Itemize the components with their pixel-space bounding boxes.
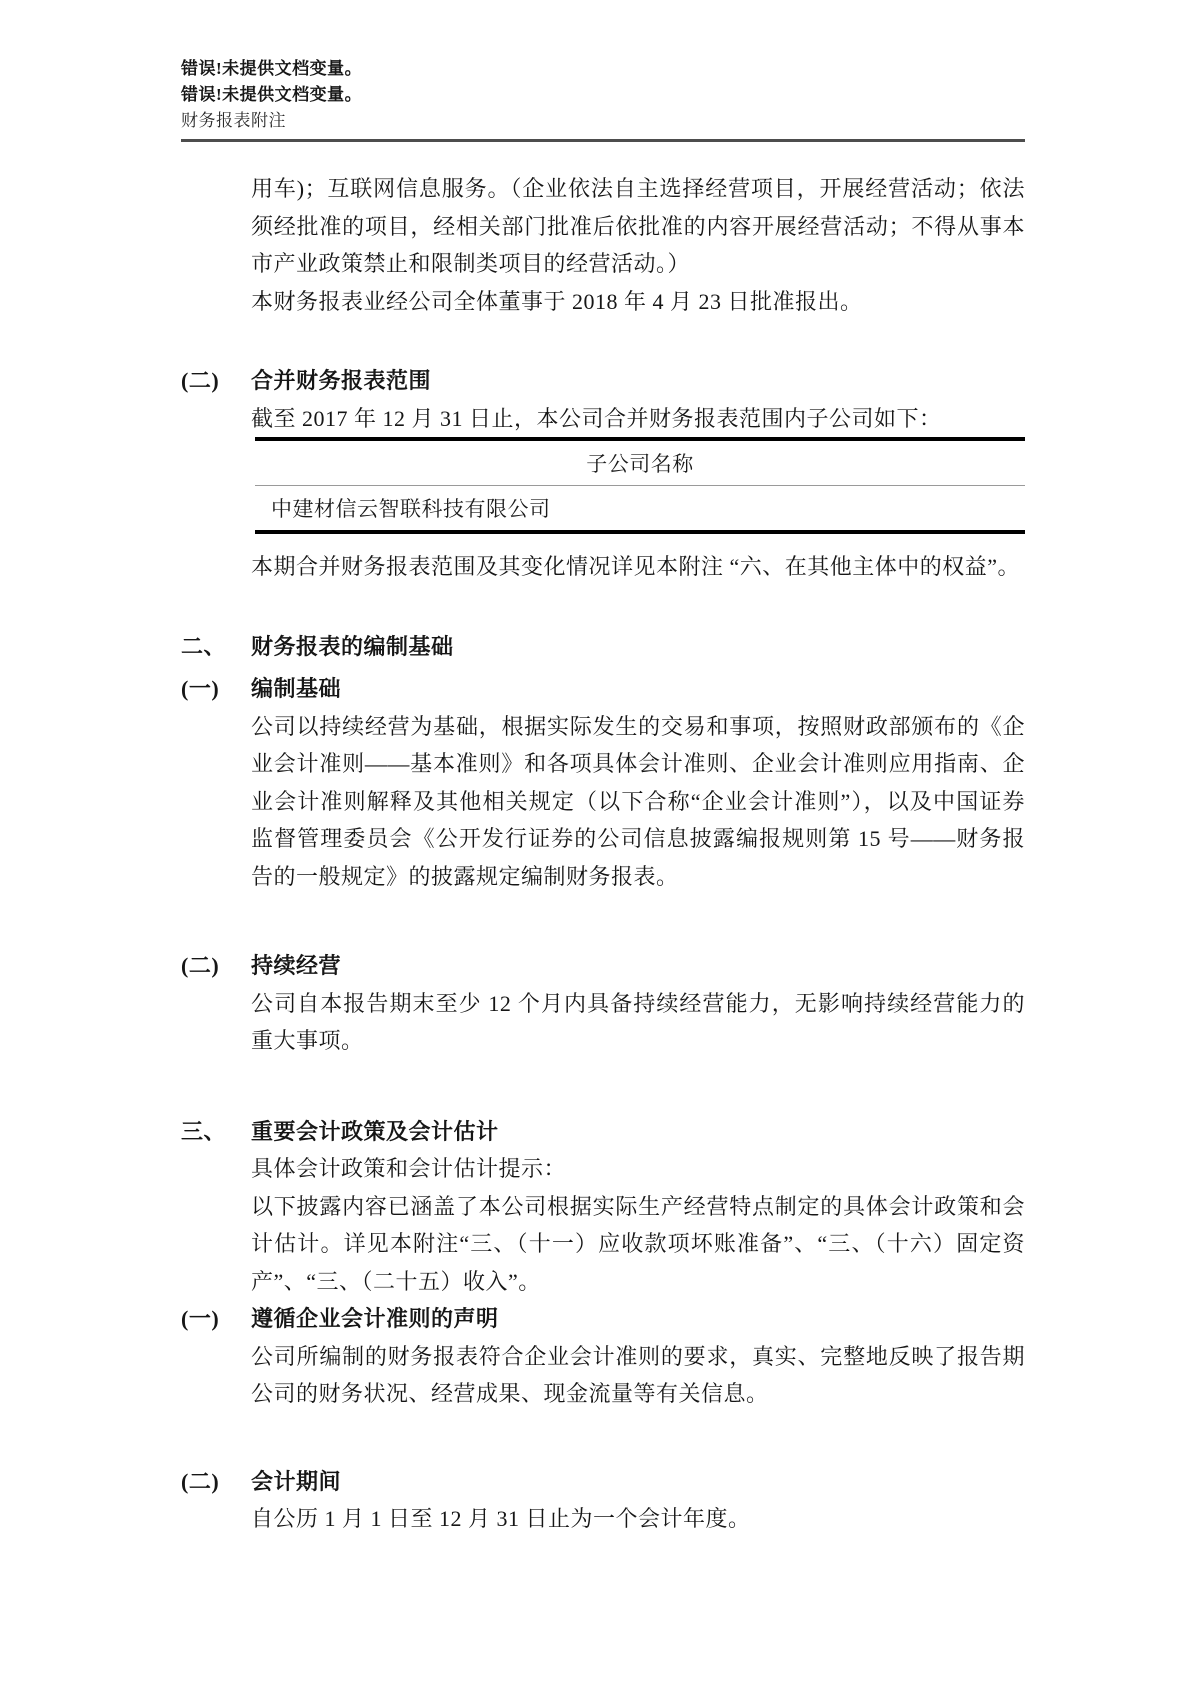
subsidiary-table <box>255 437 1025 534</box>
heading-title: 会计期间 <box>251 1468 342 1494</box>
section-preparation-basis <box>181 628 1025 1060</box>
paragraph-report-approval: 本财务报表业经公司全体董事于 2018 年 4 月 23 日批准报出。 <box>251 288 863 314</box>
heading-title: 持续经营 <box>251 953 342 978</box>
heading-compliance-statement <box>181 1300 1025 1338</box>
section-business-scope-continuation <box>181 170 1025 320</box>
heading-title: 编制基础 <box>251 676 342 701</box>
paragraph-policy-coverage: 以下披露内容已涵盖了本公司根据实际生产经营特点制定的具体会计政策和会计估计。详见本附注“三、（十一）应收款项坏账准备”、“三、（十六）固定资产”、“三、（二十五）收入”。 <box>251 1193 1025 1294</box>
table-cell-subsidiary-name: 中建材信云智联科技有限公司 <box>271 497 551 521</box>
heading-number: 三、 <box>181 1118 227 1144</box>
heading-number: (一) <box>181 676 220 701</box>
paragraph-basis-of-preparation: 公司以持续经营为基础，根据实际发生的交易和事项，按照财政部颁布的《企业会计准则——基本准则》和各项具体会计准则、企业会计准则应用指南、企业会计准则解释及其他相关规定（以下合称“企业会计准则”），以及中国证券监督管理委员会《公开发行证券的公司信息披露编报规则第 15 号——财务报告的一般规定》的披露规定编制财务报表。 <box>251 713 1025 889</box>
heading-number: (二) <box>181 953 220 978</box>
table-header-cell-subsidiary-name: 子公司名称 <box>255 439 1025 486</box>
header-section-label: 财务报表附注 <box>181 111 286 130</box>
heading-consolidation-scope <box>181 362 1025 400</box>
heading-title: 财务报表的编制基础 <box>251 633 454 659</box>
document-body <box>0 142 1200 1538</box>
paragraph-going-concern: 公司自本报告期末至少 12 个月内具备持续经营能力，无影响持续经营能力的重大事项。 <box>251 990 1025 1053</box>
heading-title: 重要会计政策及会计估计 <box>251 1118 499 1144</box>
document-header <box>0 0 1200 142</box>
paragraph-accounting-period: 自公历 1 月 1 日至 12 月 31 日止为一个会计年度。 <box>251 1506 751 1531</box>
heading-number: (二) <box>181 1468 220 1494</box>
table-header-row <box>255 439 1025 486</box>
paragraph-compliance-statement: 公司所编制的财务报表符合企业会计准则的要求，真实、完整地反映了报告期公司的财务状况、经营成果、现金流量等有关信息。 <box>251 1343 1025 1406</box>
paragraph-scope-intro: 截至 2017 年 12 月 31 日止，本公司合并财务报表范围内子公司如下： <box>251 405 942 431</box>
paragraph-policy-hint: 具体会计政策和会计估计提示： <box>251 1156 567 1181</box>
section-accounting-policies <box>181 1113 1025 1538</box>
heading-basis-of-preparation <box>181 670 1025 708</box>
heading-accounting-policies <box>181 1113 1025 1151</box>
heading-number: (一) <box>181 1306 220 1331</box>
heading-number: 二、 <box>181 633 227 659</box>
section-consolidation-scope <box>181 362 1025 586</box>
heading-title: 合并财务报表范围 <box>251 368 432 393</box>
heading-number: (二) <box>181 368 220 393</box>
heading-title: 遵循企业会计准则的声明 <box>251 1306 499 1331</box>
heading-going-concern <box>181 947 1025 985</box>
paragraph-business-scope: 用车)；互联网信息服务。（企业依法自主选择经营项目，开展经营活动；依法须经批准的项目，经相关部门批准后依批准的内容开展经营活动；不得从事本市产业政策禁止和限制类项目的经营活动。） <box>251 176 1025 276</box>
heading-accounting-period <box>181 1463 1025 1501</box>
header-error-line-2: 错误!未提供文档变量。 <box>181 85 363 104</box>
header-error-line-1: 错误!未提供文档变量。 <box>181 59 363 78</box>
paragraph-scope-note: 本期合并财务报表范围及其变化情况详见本附注 “六、在其他主体中的权益”。 <box>251 554 1021 579</box>
table-row <box>255 486 1025 533</box>
heading-preparation-basis <box>181 628 1025 666</box>
